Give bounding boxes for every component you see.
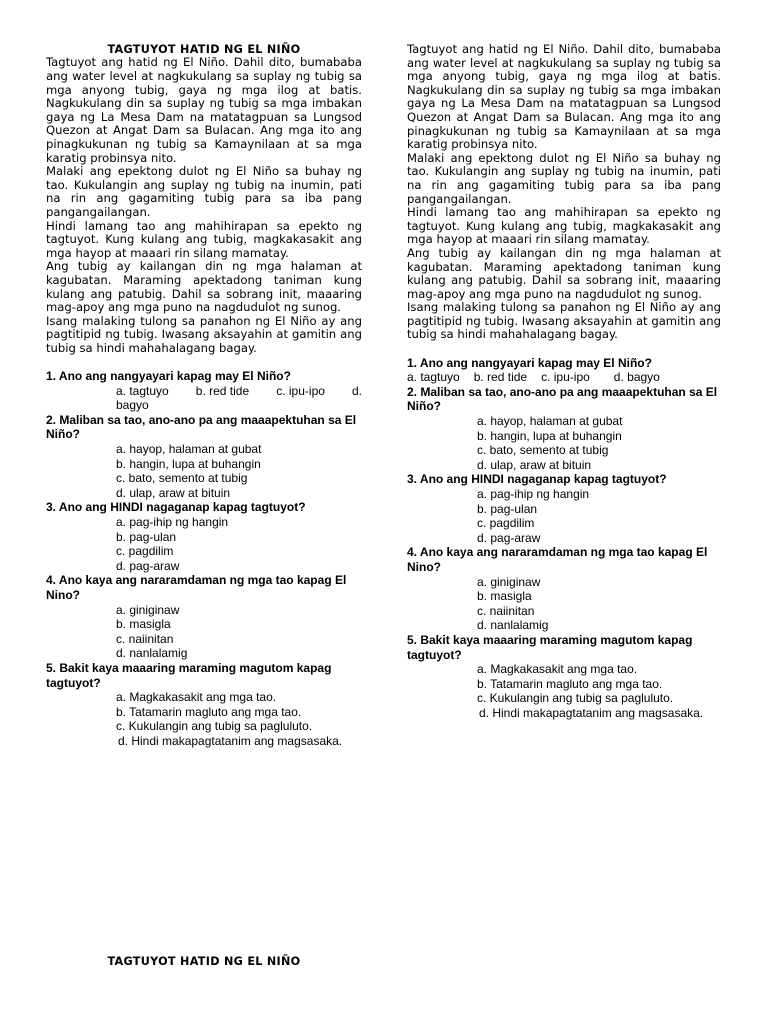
option-c: c. naiinitan [116,631,174,646]
option-c: c. bato, semento at tubig [116,471,248,486]
option-b: b. Tatamarin magluto ang mga tao. [116,704,302,719]
option-d-label: d. [351,383,362,398]
question-1-options [407,370,721,385]
option-d: d. Hindi makapagtatanim ang magsasaka. [479,705,704,720]
option-a: a. hayop, halaman at gubat [477,414,623,429]
paragraph-1: Tagtuyot ang hatid ng El Niño. Dahil dito, bumababa ang water level at nagkukulang sa suplay ng tubig sa mga anyong tubig, gaya ng mga ilog at batis. Nagkukulang din sa suplay ng tubig sa mga imbakan gaya ng La Mesa Dam na matatagpuan sa Lungsod Quezon at Angat Dam sa Bulacan. Ang mga ito ang pinagkukunan ng tubig sa Kamaynilaan at sa mga karatig probinsya nito. [46,55,362,165]
paragraph-5: Isang malaking tulong sa panahon ng El Niño ay ang pagtitipid ng tubig. Iwasang aksayahin at gamitin ang tubig sa hindi mahahalagang bagay. [46,313,362,355]
question-3: 3. Ano ang HINDI nagaganap kapag tagtuyot? [407,472,667,487]
option-b: b. hangin, lupa at buhangin [116,456,261,471]
option-a: a. tagtuyo [407,370,460,385]
paragraph-3: Hindi lamang tao ang mahihirapan sa epekto ng tagtuyot. Kung kulang ang tubig, magkakasakit ang mga hayop at maaari rin silang mamatay. [407,205,721,247]
option-d: d. nanlalamig [477,618,549,633]
question-4: 4. Ano kaya ang nararamdaman ng mga tao kapag El Nino? [46,573,347,602]
option-c: c. ipu-ipo [541,370,590,385]
option-d: d. ulap, araw at bituin [477,457,592,472]
option-b: b. red tide [195,383,250,398]
option-d: d. ulap, araw at bituin [116,485,231,500]
question-5: 5. Bakit kaya maaaring maraming magutom kapag tagtuyot? [407,632,693,662]
paragraph-2: Malaki ang epektong dulot ng El Niño sa buhay ng tao. Kukulangin ang suplay ng tubig na inumin, pati na rin ang gagamiting tubig para sa iba pang pangangailangan. [46,164,362,219]
option-c: c. pagdilim [116,544,174,559]
option-d: d. pag-araw [477,530,541,545]
paragraph-2: Malaki ang epektong dulot ng El Niño sa buhay ng tao. Kukulangin ang suplay ng tubig na inumin, pati na rin ang gagamiting tubig para sa iba pang pangangailangan. [407,150,721,206]
option-c: c. ipu-ipo [276,383,325,398]
option-d-text: bagyo [116,398,149,413]
option-b: b. hangin, lupa at buhangin [477,428,622,443]
option-c: c. pagdilim [477,516,535,531]
option-d: d. nanlalamig [116,646,188,661]
page-title: TAGTUYOT HATID NG EL NIÑO [107,43,301,56]
option-a: a. giniginaw [477,574,541,589]
question-2: 2. Maliban sa tao, ano-ano pa ang maaapektuhan sa El Niño? [407,384,718,414]
option-b: b. pag-ulan [116,529,177,544]
left-column [46,43,362,749]
option-a: a. hayop, halaman at gubat [116,442,262,457]
option-b: b. red tide [473,370,528,385]
paragraph-4: Ang tubig ay kailangan din ng mga halaman at kagubatan. Maraming apektadong taniman kung kulang ang patubig. Dahil sa sobrang init, maaaring mag-apoy ang mga puno na nagdudulot ng sunog. [46,259,362,315]
option-a: a. pag-ihip ng hangin [116,515,229,529]
option-b: b. masigla [477,589,532,604]
paragraph-5: Isang malaking tulong sa panahon ng El Niño ay ang pagtitipid ng tubig. Iwasang aksayahin at gamitin ang tubig sa hindi mahahalagang bagay. [407,300,721,342]
option-d: d. Hindi makapagtatanim ang magsasaka. [118,733,343,748]
option-a: a. Magkakasakit ang mga tao. [116,690,277,705]
question-2: 2. Maliban sa tao, ano-ano pa ang maaapektuhan sa El Niño? [46,412,357,442]
option-c: c. bato, semento at tubig [477,443,609,458]
question-3: 3. Ano ang HINDI nagaganap kapag tagtuyot? [46,500,306,515]
option-b: b. masigla [116,617,171,632]
paragraph-3: Hindi lamang tao ang mahihirapan sa epekto ng tagtuyot. Kung kulang ang tubig, magkakasakit ang mga hayop at maaari rin silang mamatay. [46,218,362,260]
right-column [407,43,721,721]
question-1-options [116,384,362,399]
option-d: d. bagyo [613,370,660,385]
bottom-section [46,955,362,968]
option-c: c. naiinitan [477,603,535,618]
question-4: 4. Ano kaya ang nararamdaman ng mga tao kapag El Nino? [407,545,708,574]
paragraph-4: Ang tubig ay kailangan din ng mga halaman at kagubatan. Maraming apektadong taniman kung kulang ang patubig. Dahil sa sobrang init, maaaring mag-apoy ang mga puno na nagdudulot ng sunog. [407,245,721,301]
question-5: 5. Bakit kaya maaaring maraming magutom kapag tagtuyot? [46,660,332,690]
question-1: 1. Ano ang nangyayari kapag may El Niño? [46,369,291,384]
option-c: c. Kukulangin ang tubig sa pagluluto. [116,719,313,734]
option-a: a. Magkakasakit ang mga tao. [477,662,638,677]
option-a: a. tagtuyo [116,383,169,398]
option-b: b. Tatamarin magluto ang mga tao. [477,676,663,691]
option-c: c. Kukulangin ang tubig sa pagluluto. [477,691,674,706]
paragraph-1: Tagtuyot ang hatid ng El Niño. Dahil dito, bumababa ang water level at nagkukulang sa suplay ng tubig sa mga anyong tubig, gaya ng mga ilog at batis. Nagkukulang din sa suplay ng tubig sa mga imbakan gaya ng La Mesa Dam na matatagpuan sa Lungsod Quezon at Angat Dam sa Bulacan. Ang mga ito ang pinagkukunan ng tubig sa Kamaynilaan at sa mga karatig probinsya nito. [407,42,721,152]
option-a: a. giniginaw [116,602,180,617]
option-a: a. pag-ihip ng hangin [477,487,590,501]
option-b: b. pag-ulan [477,501,538,516]
option-d: d. pag-araw [116,558,180,573]
question-1: 1. Ano ang nangyayari kapag may El Niño? [407,355,652,370]
page-title-repeat: TAGTUYOT HATID NG EL NIÑO [107,955,301,968]
